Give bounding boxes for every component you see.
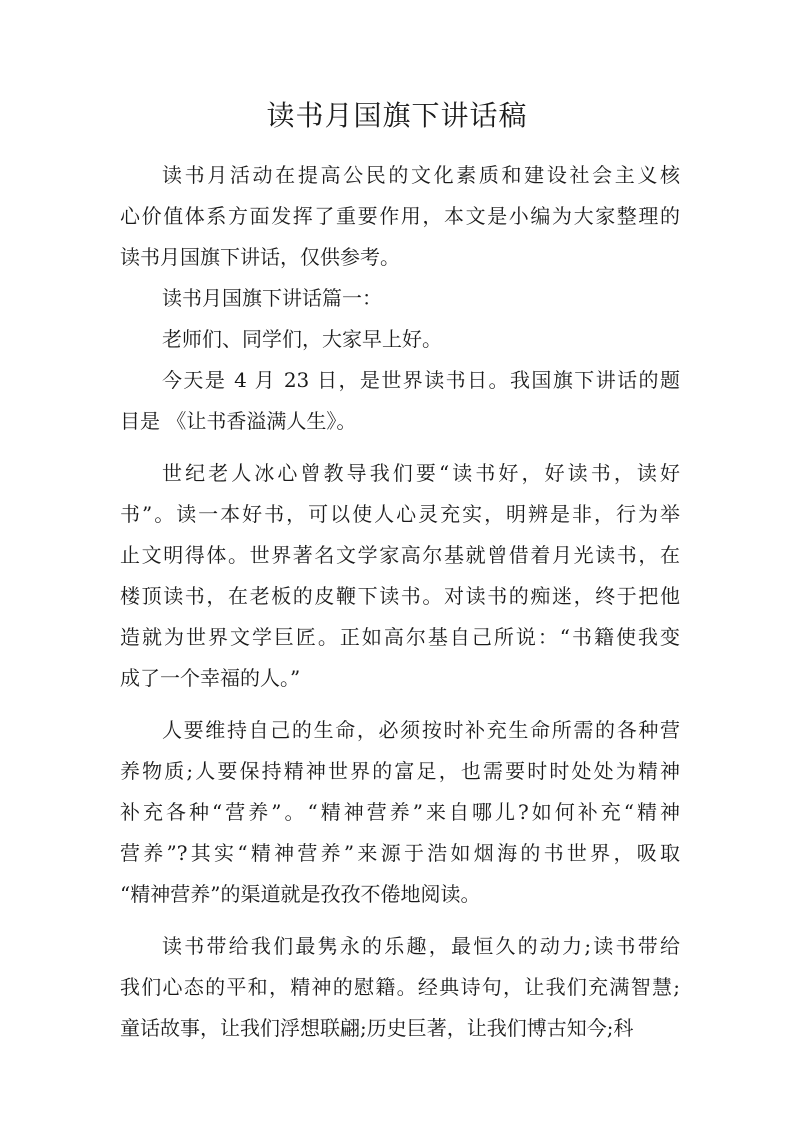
document-title: 读书月国旗下讲话稿 — [266, 99, 528, 132]
paragraph-line: “精神营养”的渠道就是孜孜不倦地阅读。 — [120, 882, 481, 906]
paragraph-line: 今天是 4 月 23 日，是世界读书日。我国旗下讲话的题 — [162, 368, 680, 392]
paragraph-line: 成了一个幸福的人。” — [120, 666, 301, 690]
paragraph-line: 止文明得体。世界著名文学家高尔基就曾借着月光读书，在 — [120, 543, 680, 567]
paragraph-line: 楼顶读书，在老板的皮鞭下读书。对读书的痴迷，终于把他 — [120, 584, 680, 608]
paragraph-line: 读书月活动在提高公民的文化素质和建设社会主义核 — [162, 163, 680, 187]
document-body — [120, 155, 680, 1049]
paragraph-line: 人要维持自己的生命，必须按时补充生命所需的各种营 — [162, 718, 680, 742]
paragraph-line: 老师们、同学们，大家早上好。 — [162, 327, 442, 351]
paragraph-line: 读书带给我们最隽永的乐趣，最恒久的动力;读书带给 — [162, 934, 680, 958]
paragraph-line: 读书月国旗下讲话篇一： — [162, 286, 382, 310]
paragraph — [120, 278, 680, 319]
paragraph — [120, 453, 680, 699]
paragraph-line: 心价值体系方面发挥了重要作用，本文是小编为大家整理的 — [120, 204, 680, 228]
paragraph — [120, 360, 680, 442]
paragraph-line: 养物质;人要保持精神世界的富足，也需要时时处处为精神 — [120, 759, 680, 783]
paragraph — [120, 926, 680, 1049]
paragraph-line: 书”。读一本好书，可以使人心灵充实，明辨是非，行为举 — [120, 502, 680, 526]
paragraph — [120, 155, 680, 278]
paragraph-line: 世纪老人冰心曾教导我们要“读书好，好读书，读好 — [162, 461, 680, 485]
paragraph-line: 营养”?其实“精神营养”来源于浩如烟海的书世界，吸取 — [120, 841, 680, 865]
paragraph-line: 童话故事，让我们浮想联翩;历史巨著，让我们博古知今;科 — [120, 1016, 634, 1040]
paragraph-gap — [120, 915, 680, 926]
paragraph — [120, 319, 680, 360]
paragraph-line: 补充各种“营养”。“精神营养”来自哪儿?如何补充“精神 — [120, 800, 680, 824]
paragraph-gap — [120, 442, 680, 453]
paragraph-line: 造就为世界文学巨匠。正如高尔基自己所说：“书籍使我变 — [120, 625, 680, 649]
paragraph — [120, 710, 680, 915]
paragraph-line: 目是 《让书香溢满人生》。 — [120, 409, 357, 433]
paragraph-line: 我们心态的平和，精神的慰籍。经典诗句，让我们充满智慧; — [120, 975, 680, 999]
paragraph-line: 读书月国旗下讲话，仅供参考。 — [120, 245, 400, 269]
paragraph-gap — [120, 699, 680, 710]
